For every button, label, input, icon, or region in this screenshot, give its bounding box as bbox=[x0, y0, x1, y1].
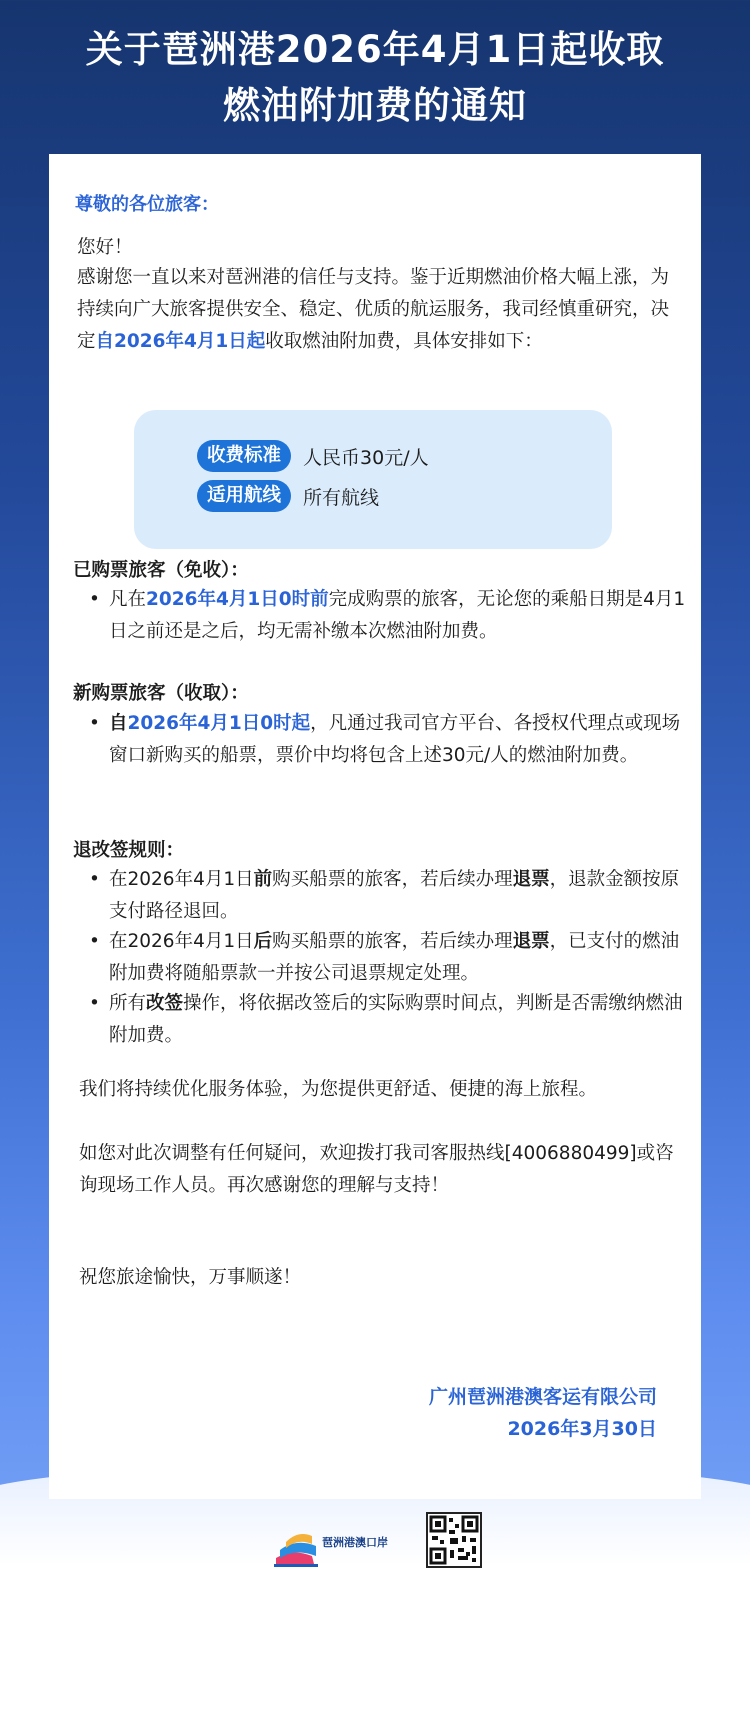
purchased-section-title: 已购票旅客（免收）： bbox=[73, 560, 249, 581]
port-logo-icon bbox=[272, 1520, 402, 1572]
fee-info-box bbox=[134, 410, 612, 549]
new-purchase-bullet: • 自2026年4月1日0时起，凡通过我司官方平台、各授权代理点或现场窗口新购买的船票，票价中均将包含上述30元/人的燃油附加费。 bbox=[89, 708, 689, 772]
intro-paragraph: 感谢您一直以来对琶洲港的信任与支持。鉴于近期燃油价格大幅上涨，为持续向广大旅客提供安全、稳定、优质的航运服务，我司经慎重研究，决定自2026年4月1日起收取燃油附加费，具体安排如下： bbox=[77, 267, 670, 352]
notice-title bbox=[0, 22, 750, 134]
route-value: 所有航线 bbox=[303, 486, 380, 509]
bullet-dot: • bbox=[89, 589, 100, 610]
refund-section-title: 退改签规则： bbox=[73, 840, 185, 861]
bullet-dot: • bbox=[89, 931, 100, 952]
fee-label-pill: 收费标准 bbox=[197, 440, 291, 472]
title-line-2: 燃油附加费的通知 bbox=[223, 84, 527, 127]
hello-text: 您好！ bbox=[77, 237, 133, 258]
refund-bullet-3: • 所有改签操作，将依据改签后的实际购票时间点，判断是否需缴纳燃油附加费。 bbox=[89, 988, 689, 1052]
bullet-dot: • bbox=[89, 993, 100, 1014]
refund-bullet-1: • 在2026年4月1日前购买船票的旅客，若后续办理退票，退款金额按原支付路径退回。 bbox=[89, 864, 689, 928]
intro-highlight: 自2026年4月1日起 bbox=[95, 331, 266, 352]
bottom-wave-decoration bbox=[0, 1462, 750, 1722]
logo-text: 琶洲港澳口岸 bbox=[322, 1536, 388, 1549]
signature-company: 广州琶洲港澳客运有限公司 bbox=[428, 1386, 657, 1408]
route-label-pill: 适用航线 bbox=[197, 480, 291, 512]
new-purchase-section-title: 新购票旅客（收取）： bbox=[73, 683, 249, 704]
bullet-dot: • bbox=[89, 869, 100, 890]
qr-code-icon[interactable] bbox=[426, 1512, 482, 1568]
fee-value: 人民币30元/人 bbox=[303, 446, 429, 469]
closing-paragraph-1: 我们将持续优化服务体验，为您提供更舒适、便捷的海上旅程。 bbox=[79, 1079, 598, 1100]
fee-row bbox=[197, 440, 429, 472]
title-line-1: 关于琶洲港2026年4月1日起收取 bbox=[85, 28, 665, 71]
closing-paragraph-2: 如您对此次调整有任何疑问，欢迎拨打我司客服热线[4006880499]或咨询现场工作人员。再次感谢您的理解与支持！ bbox=[79, 1143, 674, 1196]
greeting: 尊敬的各位旅客： bbox=[75, 194, 219, 215]
refund-bullet-2: • 在2026年4月1日后购买船票的旅客，若后续办理退票，已支付的燃油附加费将随船票款一并按公司退票规定处理。 bbox=[89, 926, 689, 990]
notice-card bbox=[49, 154, 701, 1499]
bullet-dot: • bbox=[89, 713, 100, 734]
route-row bbox=[197, 480, 379, 512]
signature-date: 2026年3月30日 bbox=[507, 1418, 657, 1440]
purchased-bullet: • 凡在2026年4月1日0时前完成购票的旅客，无论您的乘船日期是4月1日之前还是之后，均无需补缴本次燃油附加费。 bbox=[89, 584, 689, 648]
closing-paragraph-3: 祝您旅途愉快，万事顺遂！ bbox=[79, 1267, 302, 1288]
